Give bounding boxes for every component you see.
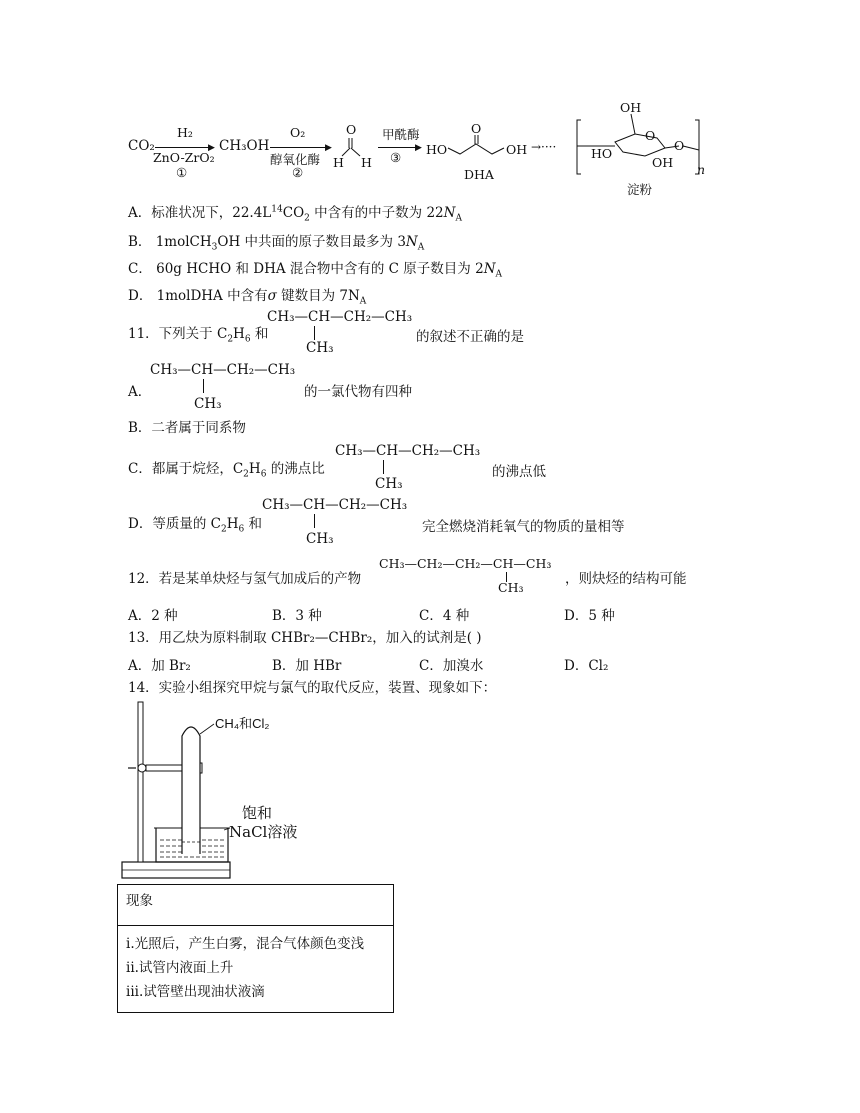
observation-table	[117, 884, 394, 1013]
observation-item: iii.试管壁出现油状液滴	[126, 984, 265, 1000]
step3-enzyme: 甲酰酶	[382, 127, 420, 142]
dha-bonds	[446, 134, 510, 158]
observation-item: ii.试管内液面上升	[126, 960, 234, 976]
q13-stem: 13．用乙炔为原料制取 CHBr₂—CHBr₂，加入的试剂是( )	[128, 630, 482, 646]
step2-number: ②	[292, 165, 304, 180]
q10-option-d: D． 1molDHA 中含有σ 键数目为 $7N_A$	[128, 288, 367, 307]
dha-ho: HO	[426, 142, 448, 157]
q10-option-b: B． 1molCH$_3$OH 中共面的原子数目最多为 $3N_A$	[128, 234, 425, 253]
ch3oh-formula: CH₃OH	[219, 138, 270, 154]
step3-number: ③	[390, 150, 402, 165]
q11-option-d-tail: 完全燃烧消耗氧气的物质的量相等	[422, 519, 625, 535]
q13-option-d: D．Cl₂	[564, 658, 609, 674]
starch-ring-oxygen: O	[645, 128, 656, 143]
step1-number: ①	[176, 165, 188, 180]
q11-option-b: B．二者属于同系物	[128, 420, 246, 436]
observation-table-header: 现象	[118, 885, 394, 926]
step2-enzyme: 醇氧化酶	[270, 152, 321, 167]
q12-option-c: C．4 种	[419, 608, 470, 624]
tube-gas-label: CH₄和Cl₂	[215, 716, 270, 731]
hcho-h-right: H	[361, 155, 372, 170]
q10-option-a: A．标准状况下，$22.4L^{14}CO_2$ 中含有的中子数为 $22N_A$	[128, 204, 462, 224]
arrow-2	[270, 147, 330, 148]
hcho-oxygen: O	[346, 122, 357, 137]
q11-option-a-text: 的一氯代物有四种	[304, 384, 412, 400]
co2-formula: CO₂	[128, 138, 155, 154]
step1-reagent: H₂	[177, 125, 193, 140]
dotted-arrow: →····	[531, 140, 557, 154]
dha-oxygen: O	[471, 121, 482, 136]
arrow-2-head: ▶	[325, 143, 332, 153]
starch-structure	[575, 98, 710, 178]
arrow-3	[378, 147, 420, 148]
q11-option-d: D．等质量的 $C_2H_6$ 和	[128, 516, 262, 535]
hcho-h-left: H	[333, 155, 344, 170]
q12-stem-tail: ，则炔烃的结构可能	[565, 571, 687, 587]
starch-oh-bottom: OH	[652, 155, 674, 170]
starch-n: n	[697, 162, 706, 177]
q14-stem: 14．实验小组探究甲烷与氯气的取代反应，装置、现象如下：	[128, 680, 497, 696]
q11-option-c-tail: 的沸点低	[492, 464, 546, 480]
q11-option-a-label: A．	[128, 384, 152, 400]
starch-link-oxygen: O	[674, 138, 685, 153]
observation-item: i.光照后，产生白雾，混合气体颜色变浅	[126, 936, 365, 952]
q13-option-a: A．加 Br₂	[128, 658, 191, 674]
q11-option-c: C．都属于烷烃，$C_2H_6$ 的沸点比	[128, 461, 325, 480]
step1-catalyst: ZnO-ZrO₂	[153, 150, 215, 165]
q12-option-a: A．2 种	[128, 608, 178, 624]
q13-option-b: B．加 HBr	[272, 658, 342, 674]
dha-oh: OH	[506, 142, 528, 157]
starch-oh-top: OH	[620, 100, 642, 115]
starch-ho: HO	[591, 146, 613, 161]
q13-option-c: C．加溴水	[419, 658, 484, 674]
dha-label: DHA	[464, 167, 494, 182]
q11-stem-tail: 的叙述不正确的是	[416, 329, 524, 345]
arrow-1-head: ▶	[208, 143, 215, 153]
solution-label-2: NaCl溶液	[229, 823, 298, 841]
arrow-1	[155, 147, 213, 148]
step2-reagent: O₂	[290, 125, 306, 140]
starch-label: 淀粉	[627, 182, 653, 197]
q11-stem: 11．下列关于 $C_2H_6$ 和	[128, 326, 269, 345]
q12-stem: 12．若是某单炔烃与氢气加成后的产物	[128, 571, 362, 587]
arrow-3-head: ▶	[415, 143, 422, 153]
q10-option-c: C． 60g HCHO 和 DHA 混合物中含有的 C 原子数目为 $2N_A$	[128, 261, 502, 280]
solution-label-1: 饱和	[242, 804, 273, 822]
q12-option-b: B．3 种	[272, 608, 322, 624]
q12-option-d: D．5 种	[564, 608, 615, 624]
